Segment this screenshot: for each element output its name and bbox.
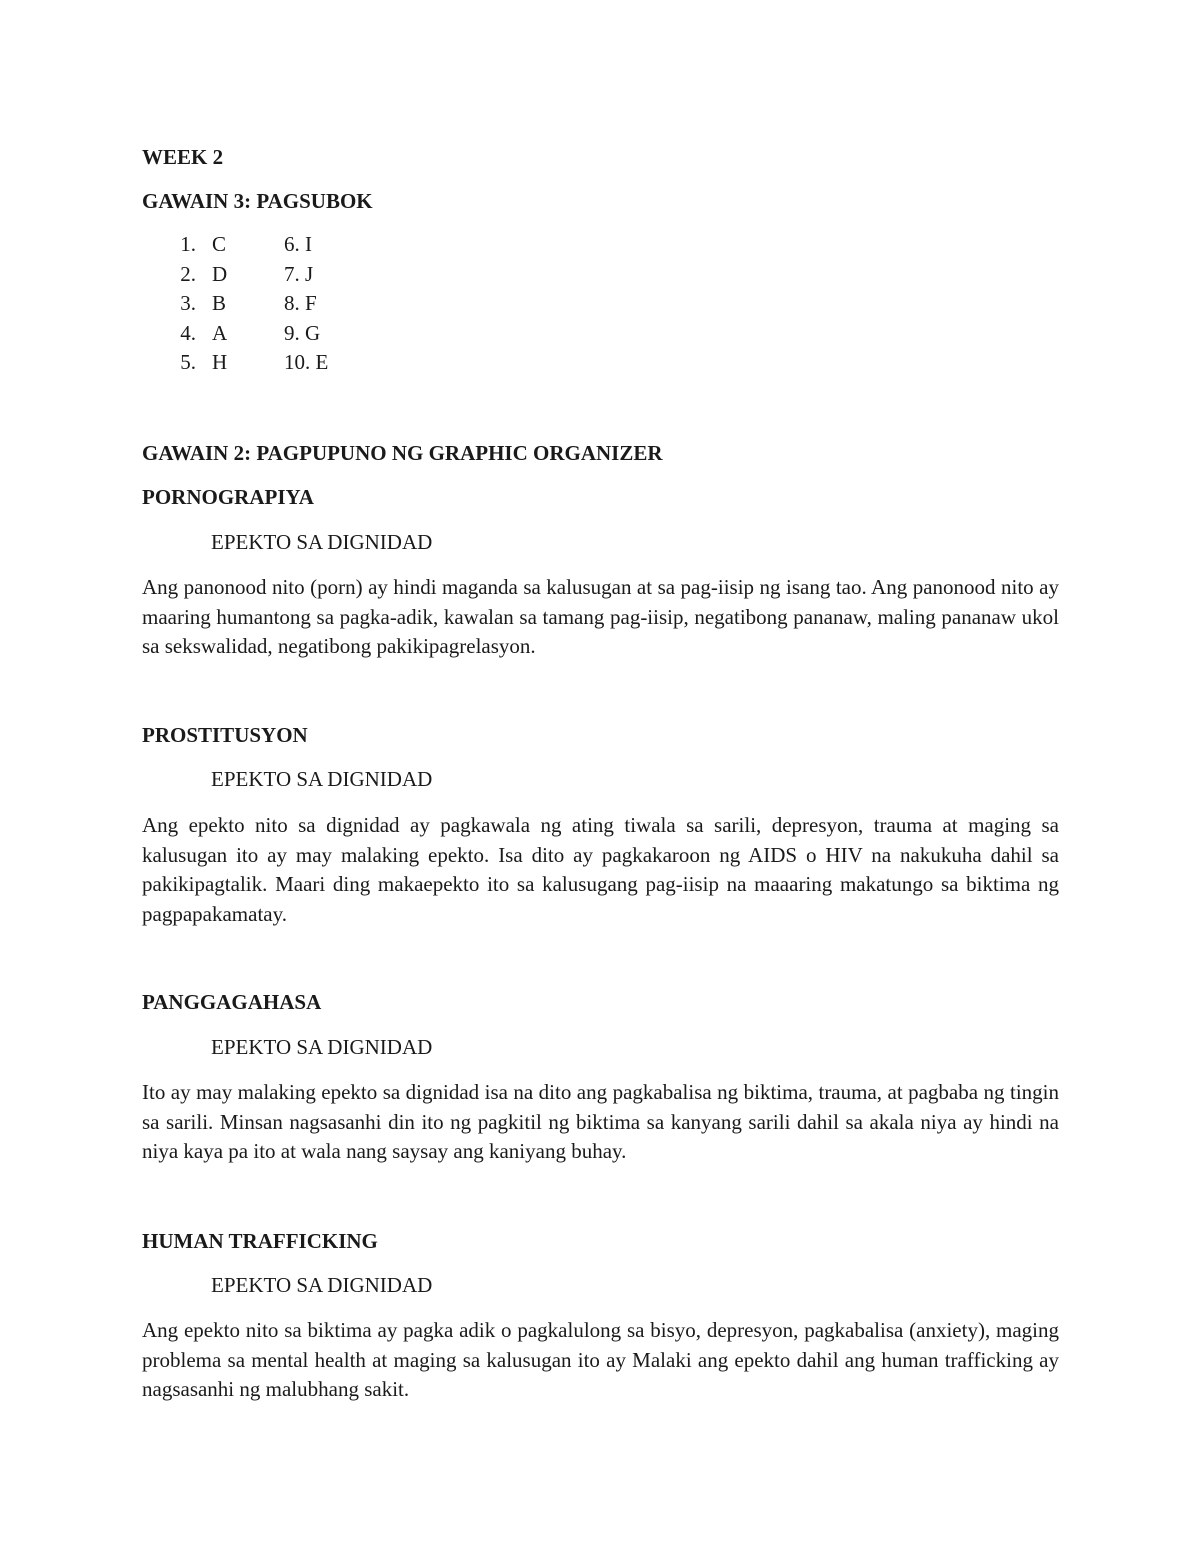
answer-right: 7. J [284,261,314,286]
section-heading: PROSTITUSYON [142,723,308,747]
section-subheading: EPEKTO SA DIGNIDAD [211,1035,433,1059]
section-subheading: EPEKTO SA DIGNIDAD [211,767,433,791]
answer-number: 2. [180,261,196,286]
week-title: WEEK 2 [142,145,224,169]
answer-right: 10. E [284,350,329,374]
gawain3-title: GAWAIN 3: PAGSUBOK [142,189,373,213]
section-paragraph: Ang panonood nito (porn) ay hindi maganda sa kalusugan at sa pag-iisip ng isang tao. Ang panonood nito ay maaring humantong sa pagka-adik, kawalan sa tamang pag-iisip, negatibong pananaw, maling pananaw ukol sa sekswalidad, negatibong pakikipagrelasyon. [142,575,1059,658]
gawain2-title: GAWAIN 2: PAGPUPUNO NG GRAPHIC ORGANIZER [142,441,663,465]
answer-letter: D [212,261,228,286]
section-paragraph: Ito ay may malaking epekto sa dignidad isa na dito ang pagkabalisa ng biktima, trauma, at pagbaba ng tingin sa sarili. Minsan nagsasanhi din ito ng pagkitil ng biktima sa kanyang sarili dahil sa akala niya ay hindi na niya kaya pa ito at wala nang saysay ang kaniyang buhay. [142,1080,1059,1163]
section-paragraph: Ang epekto nito sa dignidad ay pagkawala ng ating tiwala sa sarili, depresyon, trauma at maging sa kalusugan ito ay may malaking epekto. Isa dito ay pagkakaroon ng AIDS o HIV na nakukuha dahil sa pakikipagtalik. Maari ding makaepekto ito sa kalusugang pag-iisip na maaaring makatungo sa biktima ng pagpapakamatay. [142,813,1059,926]
section-heading: HUMAN TRAFFICKING [142,1229,378,1253]
answer-letter: C [212,232,227,256]
answer-right: 6. I [284,232,312,256]
section-subheading: EPEKTO SA DIGNIDAD [211,530,433,554]
answer-row [172,319,432,349]
answer-right: 9. G [284,320,321,345]
answer-row [172,230,432,260]
section-paragraph: Ang epekto nito sa biktima ay pagka adik o pagkalulong sa bisyo, depresyon, pagkabalisa (anxiety), maging problema sa mental health at maging sa kalusugan ito ay Malaki ang epekto dahil ang human trafficking ay nagsasanhi ng malubhang sakit. [142,1318,1059,1401]
answer-number: 3. [180,291,196,315]
section-heading: PANGGAGAHASA [142,990,322,1014]
answer-row [172,348,432,378]
answer-row [172,260,432,290]
answer-letter: H [212,350,228,374]
answer-number: 5. [180,350,196,374]
answer-row [172,289,432,319]
answer-letter: B [212,291,227,315]
answer-number: 1. [180,232,196,256]
answer-letter: A [212,320,228,345]
section-heading: PORNOGRAPIYA [142,485,314,509]
section-subheading: EPEKTO SA DIGNIDAD [211,1273,433,1297]
answer-list [172,230,432,378]
answer-right: 8. F [284,291,317,315]
answer-number: 4. [180,320,196,345]
